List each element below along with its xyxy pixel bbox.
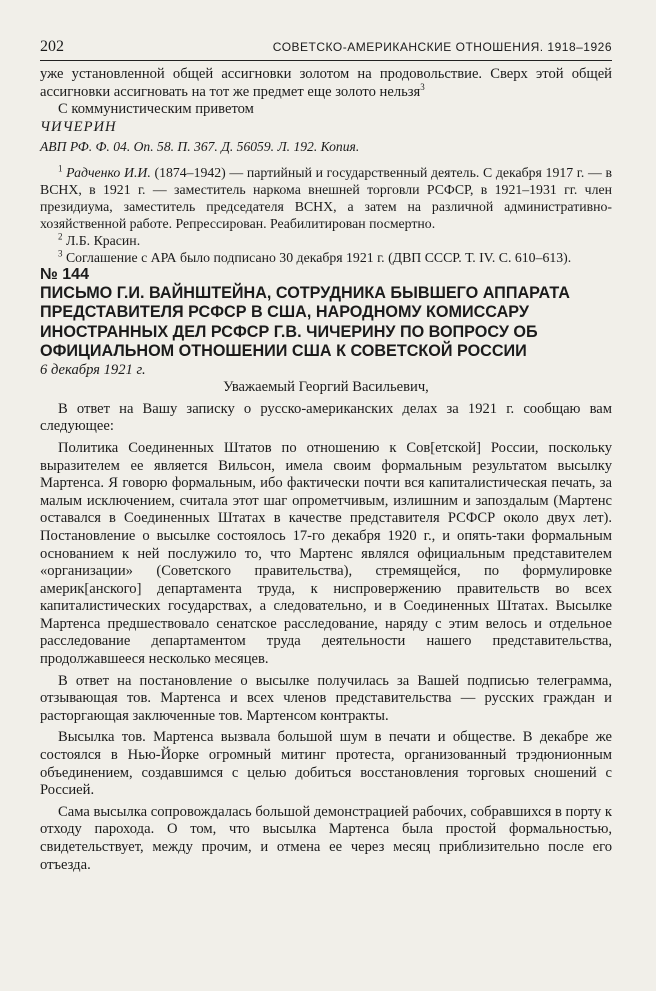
page-content bbox=[40, 66, 612, 874]
footnote bbox=[40, 232, 612, 249]
salutation: Уважаемый Георгий Васильевич, bbox=[223, 379, 429, 396]
footnote bbox=[40, 249, 612, 266]
signature: ЧИЧЕРИН bbox=[40, 118, 117, 135]
page-header bbox=[40, 38, 612, 61]
closing: С коммунистическим приветом bbox=[58, 101, 254, 118]
body-paragraph: В ответ на Вашу записку о русско-американских делах за 1921 г. сообщаю вам следующее: bbox=[40, 400, 612, 435]
prev-doc-continuation bbox=[40, 66, 612, 101]
footnotes bbox=[40, 164, 612, 266]
page-number: 202 bbox=[40, 38, 64, 55]
document-number: № 144 bbox=[40, 265, 89, 283]
running-title: СОВЕТСКО-АМЕРИКАНСКИЕ ОТНОШЕНИЯ. 1918–1926 bbox=[272, 40, 612, 54]
document-title: ПИСЬМО Г.И. ВАЙНШТЕЙНА, СОТРУДНИКА БЫВШЕГО АППАРАТА ПРЕДСТАВИТЕЛЯ РСФСР В США, НАРОДНОМУ КОМИССАРУ ИНОСТРАННЫХ ДЕЛ РСФСР Г.В. ЧИЧЕРИНУ ПО ВОПРОСУ ОБ ОФИЦИАЛЬНОМ ОТНОШЕНИИ США К СОВЕТСКОЙ РОССИИ bbox=[40, 283, 570, 361]
footnote bbox=[40, 164, 612, 232]
document-date: 6 декабря 1921 г. bbox=[40, 361, 146, 378]
footnote-number: 3 bbox=[58, 248, 63, 259]
footnote-name: Радченко И.И. bbox=[66, 164, 151, 180]
body-paragraph: Сама высылка сопровождалась большой демонстрацией рабочих, собравшихся в порту к отходу парохода. О том, что высылка Мартенса была простой формальностью, свидетельствует, между прочим, и отмена ее через месяц приблизительно после его отъезда. bbox=[40, 803, 612, 873]
body-paragraph: Высылка тов. Мартенса вызвала большой шум в печати и обществе. В декабре же состоялся в Нью-Йорке огромный митинг протеста, организованный трэдюнионным объединением, создавшимся с целью добиться восстановления торговых сношений с Россией. bbox=[40, 729, 612, 799]
footnote-text: (1874–1942) — партийный и государственный деятель. С декабря 1917 г. — в ВСНХ, в 1921 г. — заместитель наркома внешней торговли РСФСР, в 1921–1931 гг. член президиума, заместитель председателя ВСНХ, а затем на различной административно-хозяйственной работе. Репрессирован. Реабилитирован посмертно. bbox=[40, 164, 612, 231]
footnote-text: Соглашение с АРА было подписано 30 декабря 1921 г. (ДВП СССР. Т. IV. С. 610–613). bbox=[65, 249, 572, 265]
body-paragraph: Политика Соединенных Штатов по отношению к Сов[етской] России, поскольку выразителем ее является Вильсон, имела своим формальным результатом высылку Мартенса. Я говорю формальным, ибо фактически почти вся капиталистическая печать, за малым исключением, считала этот шаг опрометчивым, излишним и запоздалым (Мартенс оставался в Соединенных Штатах в качестве представителя РСФСР около двух лет). Постановление о высылке состоялось 17-го декабря 1920 г., и опять-таки формальным основанием к ней послужило то, что Мартенс являлся официальным представителем «организации» (Советского правительства), стремящейся, по формулировке америк[анского] департамента труда, к ниспровержению правительств во всех капиталистических государствах, а следовательно, и в Соединенных Штатах. Высылке Мартенса предшествовало сенатское расследование, наряду с этим велось и отдельное расследование департаментом труда деятельности нашего представительства, продолжавшееся несколько месяцев. bbox=[40, 439, 612, 668]
footnote-text: Л.Б. Красин. bbox=[65, 232, 141, 248]
body-paragraph: В ответ на постановление о высылке получилась за Вашей подписью телеграмма, отзывающая тов. Мартенса и всех членов представительства — русских граждан и расторгающая заключенные тов. Мартенсом контракты. bbox=[40, 672, 612, 724]
footnote-number: 2 bbox=[58, 231, 63, 242]
continuation-text: уже установленной общей ассигновки золотом на продовольствие. Сверх этой общей ассигновки ассигновать на тот же предмет еще золото нельзя bbox=[40, 66, 612, 100]
archive-reference: АВП РФ. Ф. 04. Оп. 58. П. 367. Д. 56059. Л. 192. Копия. bbox=[40, 139, 360, 155]
footnote-ref: 3 bbox=[420, 81, 425, 92]
footnote-number: 1 bbox=[58, 163, 63, 174]
